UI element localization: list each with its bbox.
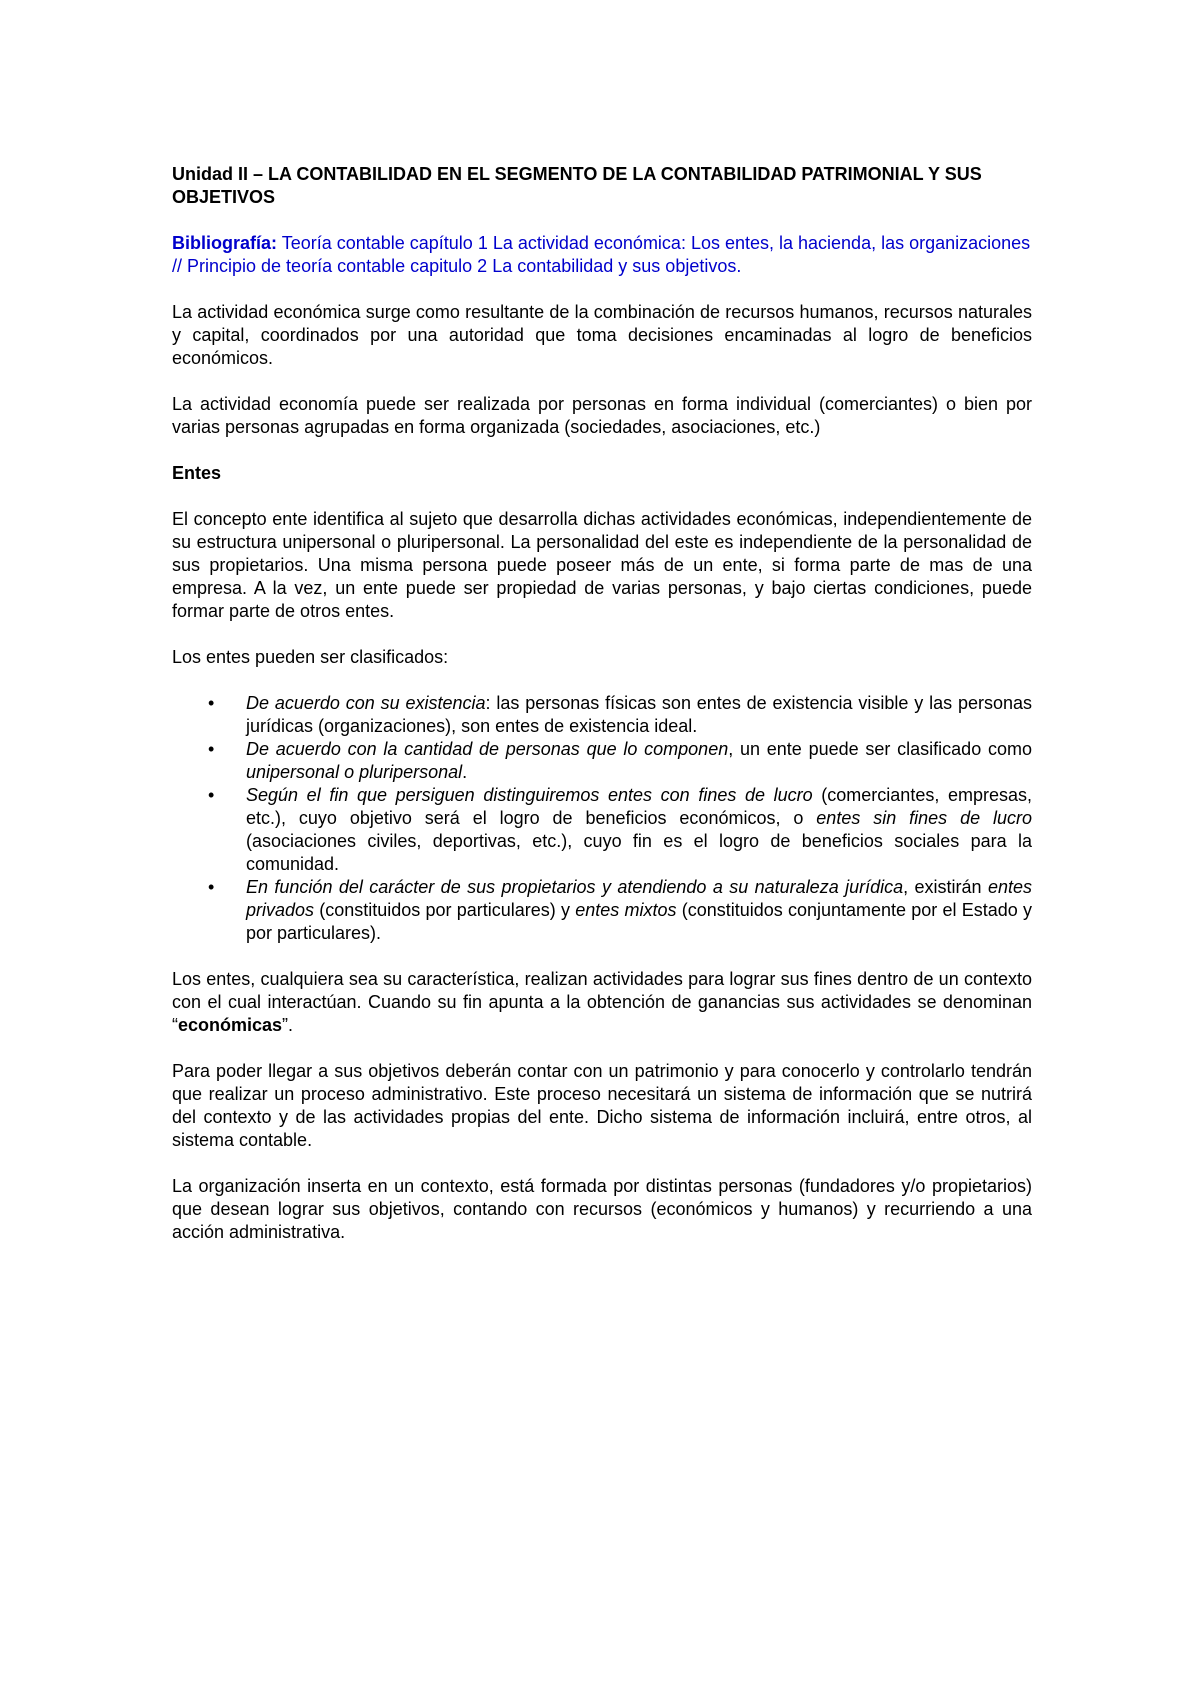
- closing-text-after: ”.: [282, 1015, 294, 1035]
- classification-list: [172, 692, 1032, 945]
- list-item-emphasis: De acuerdo con su existencia: [246, 693, 486, 713]
- paragraph-economic-activities: [172, 968, 1032, 1037]
- list-item-emphasis: entes privados: [246, 877, 1033, 920]
- list-item: [172, 692, 1032, 738]
- list-item-emphasis: De acuerdo con la cantidad de personas que lo componen: [246, 739, 729, 759]
- bullet-icon: •: [208, 739, 215, 759]
- bibliography-text: Teoría contable capítulo 1 La actividad económica: Los entes, la hacienda, las organizaciones // Principio de teoría contable capitulo 2 La contabilidad y sus objetivos.: [172, 233, 1031, 276]
- list-item-text: : las personas físicas son entes de existencia visible y las personas jurídicas (organizaciones), son entes de existencia ideal.: [246, 693, 1032, 736]
- list-item-text: , existirán: [903, 877, 988, 897]
- paragraph-ente-concept: El concepto ente identifica al sujeto que desarrolla dichas actividades económicas, independientemente de su estructura unipersonal o pluripersonal. La personalidad del este es independiente de la personalidad de sus propietarios. Una misma persona puede poseer más de un ente, si forma parte de mas de una empresa. A la vez, un ente puede ser propiedad de varias personas, y bajo ciertas condiciones, puede formar parte de otros entes.: [172, 509, 1032, 621]
- list-item-text: (constituidos por particulares) y: [314, 900, 576, 920]
- closing-text-before: Los entes, cualquiera sea su característica, realizan actividades para lograr sus fines dentro de un contexto con el cual interactúan. Cuando su fin apunta a la obtención de ganancias sus actividades se denominan “: [172, 969, 1032, 1035]
- list-item-emphasis: En función del carácter de sus propietarios y atendiendo a su naturaleza jurídica: [246, 877, 904, 897]
- list-item-text: , un ente puede ser clasificado como: [728, 739, 1032, 759]
- list-item: [172, 738, 1032, 784]
- list-item-text: (comerciantes, empresas, etc.), cuyo objetivo será el logro de beneficios económicos, o: [246, 785, 1032, 828]
- bullet-icon: •: [208, 877, 215, 897]
- document-title: Unidad II – LA CONTABILIDAD EN EL SEGMENTO DE LA CONTABILIDAD PATRIMONIAL Y SUS OBJETIVOS: [172, 164, 982, 207]
- list-item-text: (asociaciones civiles, deportivas, etc.), cuyo fin es el logro de beneficios sociales para la comunidad.: [246, 831, 1032, 874]
- bullet-icon: •: [208, 693, 215, 713]
- closing-bold-term: económicas: [178, 1015, 283, 1035]
- bibliography-paragraph: [172, 232, 1032, 278]
- bullet-icon: •: [208, 785, 215, 805]
- list-item-emphasis: entes mixtos: [575, 900, 677, 920]
- paragraph-organization: La organización inserta en un contexto, está formada por distintas personas (fundadores y/o propietarios) que desean lograr sus objetivos, contando con recursos (económicos y humanos) y recurriendo a una acción administrativa.: [172, 1176, 1032, 1242]
- list-item: [172, 784, 1032, 876]
- paragraph-administrative-process: Para poder llegar a sus objetivos deberán contar con un patrimonio y para conocerlo y controlarlo tendrán que realizar un proceso administrativo. Este proceso necesitará un sistema de información que se nutrirá del contexto y de las actividades propias del ente. Dicho sistema de información incluirá, entre otros, al sistema contable.: [172, 1061, 1032, 1150]
- list-item-emphasis: unipersonal o pluripersonal: [246, 762, 463, 782]
- section-title-entes: Entes: [172, 463, 222, 483]
- list-item-emphasis: Según el fin que persiguen distinguiremos entes con fines de lucro: [246, 785, 813, 805]
- list-item-emphasis: entes sin fines de lucro: [816, 808, 1033, 828]
- paragraph-activity-performers: La actividad economía puede ser realizada por personas en forma individual (comerciantes) o bien por varias personas agrupadas en forma organizada (sociedades, asociaciones, etc.): [172, 394, 1032, 437]
- bibliography-label: Bibliografía:: [172, 233, 278, 253]
- paragraph-economic-activity: La actividad económica surge como resultante de la combinación de recursos humanos, recursos naturales y capital, coordinados por una autoridad que toma decisiones encaminadas al logro de beneficios económicos.: [172, 302, 1032, 368]
- paragraph-classification-intro: Los entes pueden ser clasificados:: [172, 647, 449, 667]
- document-page: [172, 163, 1032, 1267]
- list-item: [172, 876, 1032, 945]
- list-item-text: (constituidos conjuntamente por el Estado y por particulares).: [246, 900, 1032, 943]
- list-item-text: .: [462, 762, 468, 782]
